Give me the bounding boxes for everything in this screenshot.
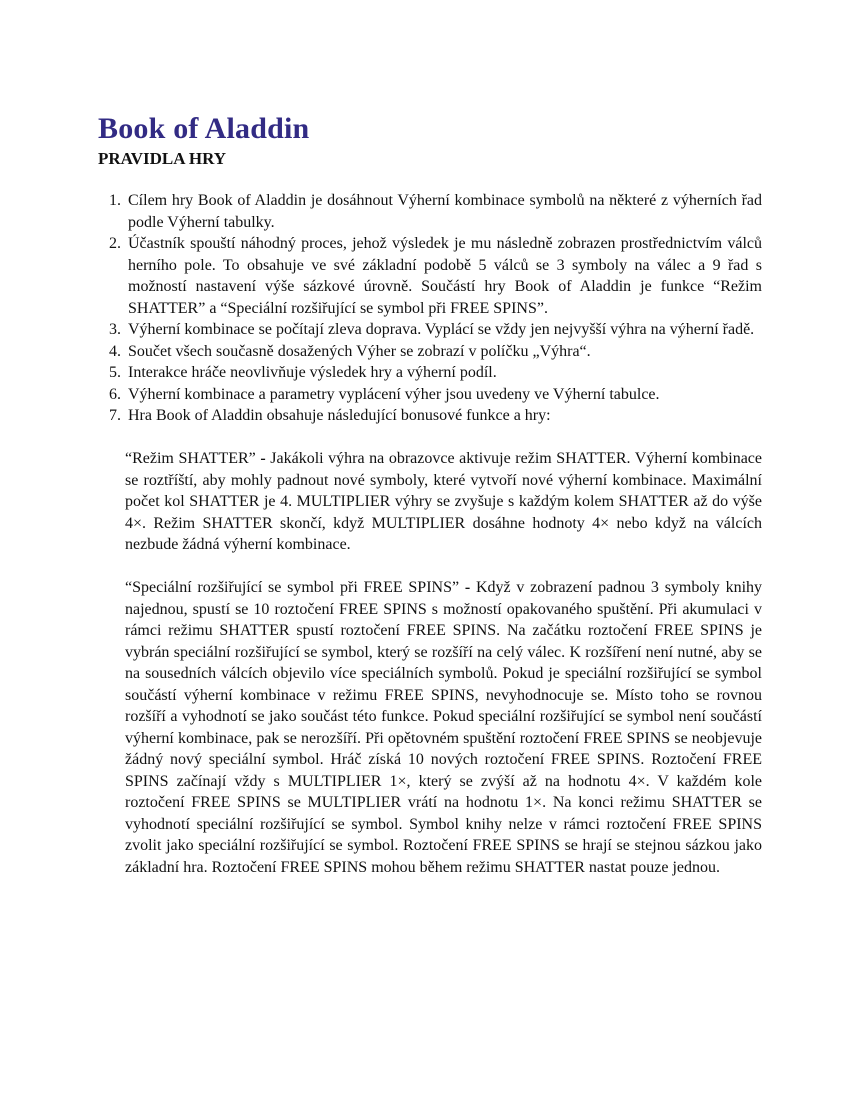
feature-shatter-separator: - bbox=[255, 450, 271, 467]
page-title: Book of Aladdin bbox=[98, 112, 310, 145]
feature-free-spins-separator: - bbox=[459, 579, 476, 596]
feature-paragraph-shatter bbox=[125, 448, 762, 556]
rules-list bbox=[98, 190, 762, 427]
rule-item-7: 7. Hra Book of Aladdin obsahuje následující bonusové funkce a hry: bbox=[125, 405, 762, 427]
feature-free-spins-body: Když v zobrazení padnou 3 symboly knihy najednou, spustí se 10 roztočení FREE SPINS s možností opakovaného spuštění. Při akumulaci v rámci režimu SHATTER spustí roztočení FREE SPINS. Na začátku roztočení FREE SPINS je vybrán speciální rozšiřující se symbol, který se rozšíří na celý válec. K rozšíření není nutné, aby se na sousedních válcích objevilo více speciálních symbolů. Pokud je speciální rozšiřující se symbol součástí výherní kombinace v režimu FREE SPINS, nevyhodnocuje se. Místo toho se rovnou rozšíří a vyhodnotí se jako součást této funkce. Pokud speciální rozšiřující se symbol není součástí výherní kombinace, pak se nerozšíří. Při opětovném spuštění roztočení FREE SPINS se neobjevuje žádný nový speciální symbol. Hráč získá 10 nových roztočení FREE SPINS. Roztočení FREE SPINS začínají vždy s MULTIPLIER 1×, který se zvýší až na hodnotu 4×. V každém kole roztočení FREE SPINS se MULTIPLIER vrátí na hodnotu 1×. Na konci režimu SHATTER se vyhodnotí speciální rozšiřující se symbol. Symbol knihy nelze v rámci roztočení FREE SPINS zvolit jako speciální rozšiřující se symbol. Roztočení FREE SPINS se hrají se stejnou sázkou jako základní hra. Roztočení FREE SPINS mohou během režimu SHATTER nastat pouze jednou. bbox=[125, 579, 763, 876]
feature-free-spins-title: “Speciální rozšiřující se symbol při FREE SPINS” bbox=[125, 579, 460, 596]
page-subtitle: PRAVIDLA HRY bbox=[98, 149, 227, 168]
rule-item-1: 1. Cílem hry Book of Aladdin je dosáhnout Výherní kombinace symbolů na některé z výherních řad podle Výherní tabulky. bbox=[125, 190, 762, 233]
rule-item-5: 5. Interakce hráče neovlivňuje výsledek hry a výherní podíl. bbox=[125, 362, 762, 384]
rule-item-2: 2. Účastník spouští náhodný proces, jehož výsledek je mu následně zobrazen prostřednictvím válců herního pole. To obsahuje ve své základní podobě 5 válců se 3 symboly na válec a 9 řad s možností nastavení výše sázkové úrovně. Součástí hry Book of Aladdin je funkce “Režim SHATTER” a “Speciální rozšiřující se symbol při FREE SPINS”. bbox=[125, 233, 762, 319]
feature-paragraph-free-spins bbox=[125, 577, 762, 878]
feature-shatter-body: Jakákoli výhra na obrazovce aktivuje režim SHATTER. Výherní kombinace se roztříští, aby mohly padnout nové symboly, které vytvoří nové výherní kombinace. Maximální počet kol SHATTER je 4. MULTIPLIER výhry se zvyšuje s každým kolem SHATTER až do výše 4×. Režim SHATTER skončí, když MULTIPLIER dosáhne hodnoty 4× nebo když na válcích nezbude žádná výherní kombinace. bbox=[125, 450, 762, 553]
rule-item-4: 4. Součet všech současně dosažených Výher se zobrazí v políčku „Výhra“. bbox=[125, 341, 762, 363]
feature-shatter-title: “Režim SHATTER” bbox=[125, 450, 256, 467]
rule-item-3: 3. Výherní kombinace se počítají zleva doprava. Vyplácí se vždy jen nejvyšší výhra na výherní řadě. bbox=[125, 319, 762, 341]
rule-item-6: 6. Výherní kombinace a parametry vyplácení výher jsou uvedeny ve Výherní tabulce. bbox=[125, 384, 762, 406]
